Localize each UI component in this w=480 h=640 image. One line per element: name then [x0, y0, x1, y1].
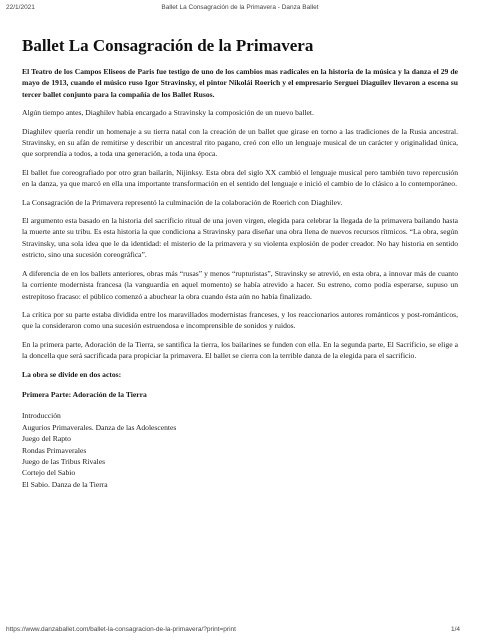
- list-item: Cortejo del Sabio: [22, 468, 76, 478]
- paragraph-8: En la primera parte, Adoración de la Tierra, se santifica la tierra, los bailarines se funden con ella. En la segunda parte, El Sacrificio, se elige a la doncella que será sacrificada para propiciar la primavera. El ballet se cierra con la terrible danza de la elegida para el sacrificio.: [22, 339, 458, 361]
- paragraph-2: Diaghilev quería rendir un homenaje a su tierra natal con la creación de un ballet que girase en torno a las tradiciones de la Rusia ancestral. Stravinsky, en su afán de remitirse y describir un ancestral rito pagano, creó con ello un lenguaje musical de un carácter y originalidad única, que sorprendía a todos, a toda una generación, a toda una época.: [22, 126, 458, 159]
- paragraph-3: El ballet fue coreografiado por otro gran bailarín, Nijinksy. Esta obra del siglo XX cambió el lenguaje musical pero también tuvo repercusión en la danza, ya que marcó en ella una importante transformación en el sentido del lenguaje e inició el cambio de lo clásico a lo contemporáneo.: [22, 167, 458, 189]
- list-item: El Sabio. Danza de la Tierra: [22, 479, 108, 489]
- list-item: Juego de las Tribus Rivales: [22, 456, 106, 466]
- print-url: https://www.danzaballet.com/ballet-la-consagracion-de-la-primavera/?print=print: [6, 626, 236, 633]
- print-footer: [6, 626, 474, 636]
- list-item: Augurios Primaverales. Danza de las Adolescentes: [22, 422, 177, 432]
- paragraph-5: El argumento esta basado en la historia del sacrificio ritual de una joven virgen, elegida para celebrar la llegada de la primavera bailando hasta la muerte ante su tribu. Es esta historia la que condiciona a Stravinsky para diseñar una obra llena de nuevos recursos rítmicos. “La obra, según Stravinsky, una sola idea que le da identidad: el misterio de la primavera y su violenta explosión de poder creador. No hay historia en sentido estricto, sino una sucesión coreográfica”.: [22, 216, 458, 260]
- print-page-title: Ballet La Consagración de la Primavera - Danza Ballet: [161, 4, 319, 11]
- part-one-heading: Primera Parte: Adoración de la Tierra: [22, 389, 147, 399]
- paragraph-7: La crítica por su parte estaba dividida entre los maravillados modernistas franceses, y los reaccionarios autores románticos y post-románticos, que la consideraron como una sucesión estruendosa e incomprensible de sonidos y ruidos.: [22, 309, 458, 331]
- list-item: Rondas Primaverales: [22, 445, 87, 455]
- print-date: 22/1/2021: [6, 4, 35, 11]
- page-number: 1/4: [450, 626, 460, 633]
- paragraph-1: Algún tiempo antes, Diaghilev había encargado a Stravinsky la composición de un nuevo ballet.: [22, 108, 314, 118]
- list-item: Juego del Rapto: [22, 434, 71, 444]
- article-intro: El Teatro de los Campos Eliseos de Paris fue testigo de uno de los cambios mas radicales en la historia de la música y la danza el 29 de mayo de 1913, cuando el músico ruso Igor Stravinsky, el pintor Nikolái Roerich y el empresario Serguei Diaguilev llevaron a escena su tercer ballet conjunto para la compañía de los Ballet Rusos.: [22, 67, 458, 99]
- article: [22, 36, 458, 490]
- part-one-list: [22, 410, 458, 490]
- paragraph-6: A diferencia de en los ballets anteriores, obras más “rusas” y menos “rupturistas”, Stravinsky se atrevió, en esta obra, a innovar más de cuanto la corriente modernista francesa (la vanguardia en aquel momento) se había atrevido a hacer. Su estreno, como podía esperarse, supuso un estrepitoso fracaso: el público comenzó a abuchear la obra cuando ésta aún no había finalizado.: [22, 268, 458, 301]
- list-item: Introducción: [22, 411, 61, 421]
- article-title: Ballet La Consagración de la Primavera: [22, 36, 314, 55]
- acts-heading: La obra se divide en dos actos:: [22, 369, 122, 379]
- print-header: [6, 4, 474, 14]
- paragraph-4: La Consagración de la Primavera representó la culminación de la colaboración de Roerich con Diaghilev.: [22, 197, 343, 207]
